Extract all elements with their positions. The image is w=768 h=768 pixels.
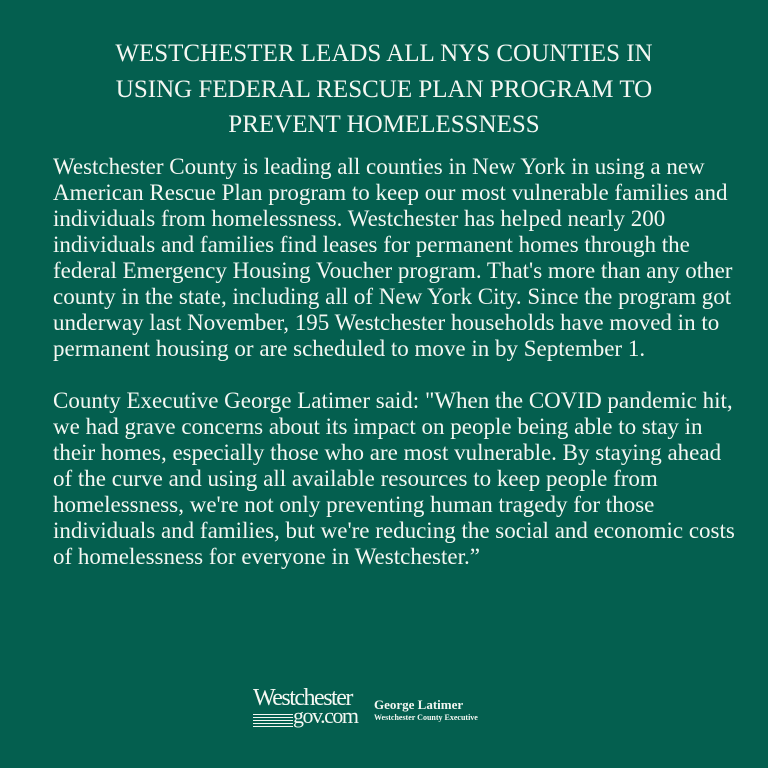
logo-text-govcom: gov.com: [293, 703, 358, 728]
headline-line-3: PREVENT HOMELESSNESS: [228, 111, 540, 138]
paragraph-quote: County Executive George Latimer said: "When the COVID pandemic hit, we had grave concerns about its impact on people being able to stay in their homes, especially those who are most vulnerable. By staying ahead of the curve and using all available resources to keep people from homelessness, we're not only preventing human tragedy for those individuals and families, but we're reducing the social and economic costs of homelessness for everyone in Westchester.”: [53, 388, 735, 569]
executive-title: Westchester County Executive: [374, 713, 478, 722]
logo-text-westchester: Westchester: [253, 685, 352, 711]
headline-line-1: WESTCHESTER LEADS ALL NYS COUNTIES IN: [115, 40, 653, 67]
logo-stripes-icon: [253, 714, 293, 729]
paragraph-intro: Westchester County is leading all counties in New York in using a new American Rescue Plan program to keep our most vulnerable families and individuals from homelessness. Westchester has helped nearly 200 individuals and families find leases for permanent homes through the federal Emergency Housing Voucher program. That's more than any other county in the state, including all of New York City. Since the program got underway last November, 195 Westchester households have moved in to permanent housing or are scheduled to move in by September 1.: [53, 154, 733, 361]
headline-line-2: USING FEDERAL RESCUE PLAN PROGRAM TO: [115, 75, 653, 103]
article-body: [53, 154, 743, 570]
headline: [0, 36, 768, 143]
westchestergov-logo: [253, 685, 368, 731]
executive-name: George Latimer: [374, 697, 464, 712]
executive-signature: [374, 697, 478, 723]
footer-branding: [253, 685, 478, 732]
